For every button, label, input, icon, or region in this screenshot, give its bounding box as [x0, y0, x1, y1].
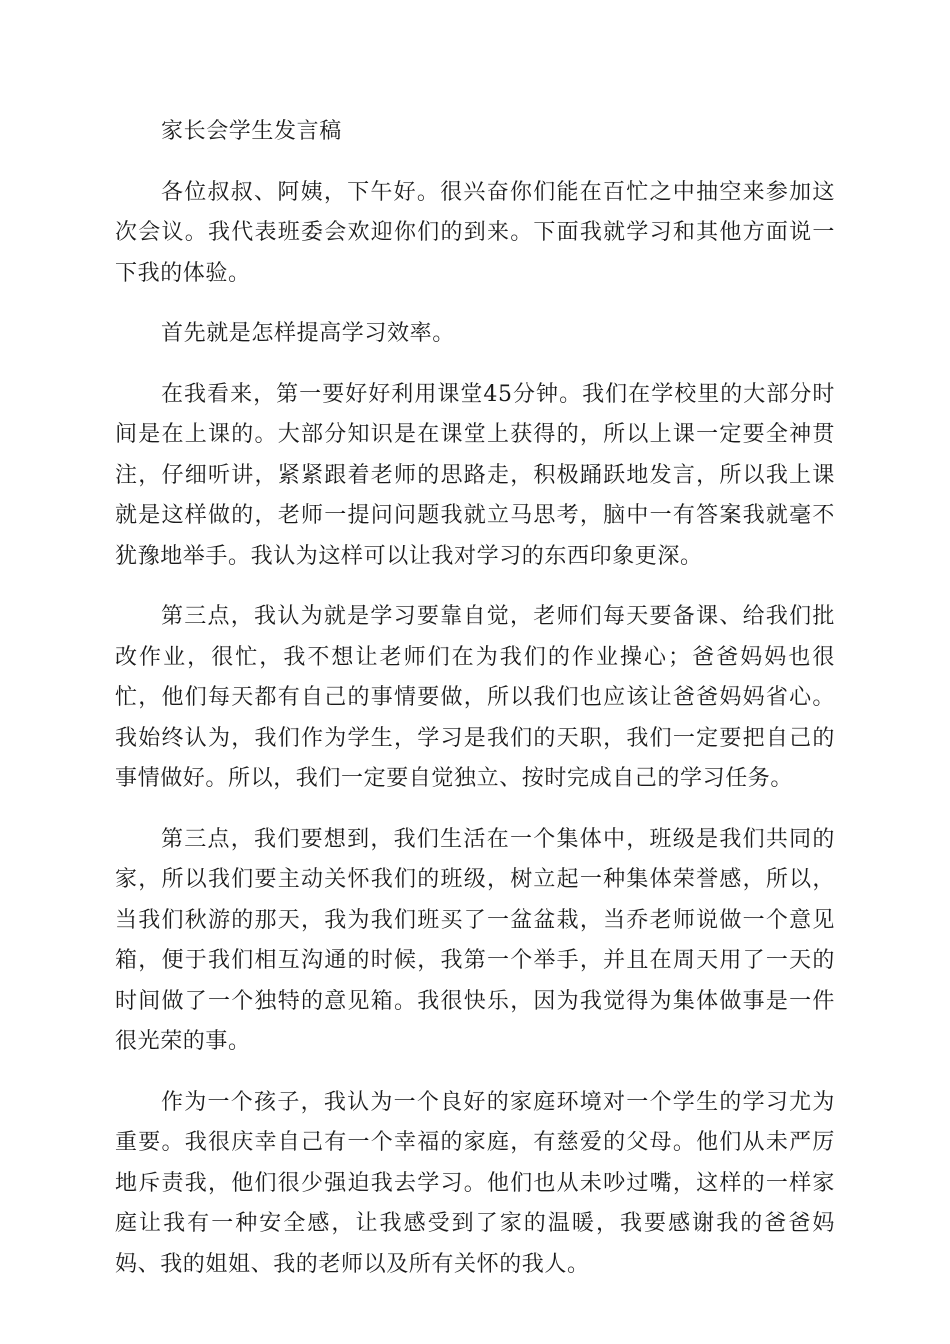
paragraph-efficiency-intro: 首先就是怎样提高学习效率。: [161, 321, 455, 346]
document-title: 家长会学生发言稿: [161, 119, 342, 144]
document-body: [115, 112, 835, 1305]
paragraph-greeting: 各位叔叔、阿姨，下午好。很兴奋你们能在百忙之中抽空来参加这次会议。我代表班委会欢迎你们的到来。下面我就学习和其他方面说一下我的体验。: [115, 179, 835, 286]
paragraph-classroom: 在我看来，第一要好好利用课堂45分钟。我们在学校里的大部分时间是在上课的。大部分知识是在课堂上获得的，所以上课一定要全神贯注，仔细听讲，紧紧跟着老师的思路走，积极踊跃地发言，所以我上课就是这样做的，老师一提问问题我就立马思考，脑中一有答案我就毫不犹豫地举手。我认为这样可以让我对学习的东西印象更深。: [115, 381, 835, 569]
paragraph-self-discipline: 第三点，我认为就是学习要靠自觉，老师们每天要备课、给我们批改作业，很忙，我不想让老师们在为我们的作业操心；爸爸妈妈也很忙，他们每天都有自己的事情要做，所以我们也应该让爸爸妈妈省心。我始终认为，我们作为学生，学习是我们的天职，我们一定要把自己的事情做好。所以，我们一定要自觉独立、按时完成自己的学习任务。: [115, 604, 835, 791]
paragraph-family: 作为一个孩子，我认为一个良好的家庭环境对一个学生的学习尤为重要。我很庆幸自己有一个幸福的家庭，有慈爱的父母。他们从未严厉地斥责我，他们很少强迫我去学习。他们也从未吵过嘴，这样的一样家庭让我有一种安全感，让我感受到了家的温暖，我要感谢我的爸爸妈妈、我的姐姐、我的老师以及所有关怀的我人。: [115, 1089, 835, 1277]
paragraph-collective: 第三点，我们要想到，我们生活在一个集体中，班级是我们共同的家，所以我们要主动关怀我们的班级，树立起一种集体荣誉感，所以，当我们秋游的那天，我为我们班买了一盆盆栽，当乔老师说做一个意见箱，便于我们相互沟通的时候，我第一个举手，并且在周天用了一天的时间做了一个独特的意见箱。我很快乐，因为我觉得为集体做事是一件很光荣的事。: [115, 826, 835, 1054]
